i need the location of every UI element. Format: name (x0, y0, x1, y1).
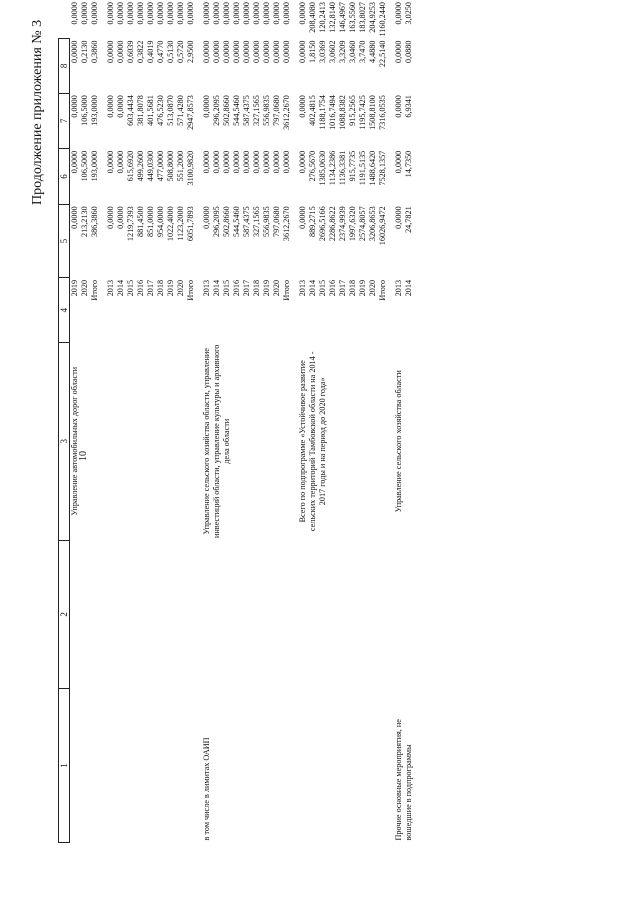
amount-cell: 0,6039 (126, 40, 135, 64)
amount-cell: 146,4967 (338, 2, 347, 33)
amount-cell: 0,0000 (272, 150, 281, 174)
year-cell: 2014 (212, 279, 221, 297)
amount-cell: 0,0000 (222, 2, 231, 25)
year-cell: 2017 (338, 279, 347, 297)
column-number-3: 3 (59, 342, 70, 540)
amount-cell: 0,0000 (242, 40, 251, 64)
measure-detail (394, 540, 414, 688)
amount-cell: 16026,9472 (378, 206, 387, 246)
year-cell: 2013 (394, 279, 403, 297)
year-cell: 2020 (176, 279, 185, 297)
column-number-1: 1 (59, 689, 70, 843)
amount-cell: 0,0000 (116, 206, 125, 229)
amount-cell: 1195,7425 (358, 95, 367, 130)
amount-cell: 587,4375 (242, 95, 251, 126)
amount-cell: 0,0000 (70, 150, 79, 174)
amount-cell: 401,5681 (146, 95, 155, 126)
amount-cell: 0,0000 (282, 40, 291, 64)
amount-cell: 508,8000 (166, 150, 175, 182)
amount-cell: 3,0460 (348, 40, 357, 64)
amount-cell: 0,0000 (70, 95, 79, 118)
amount-cell: 449,0300 (146, 150, 155, 182)
year-cell: 2020 (368, 279, 377, 297)
amount-cell: 551,2000 (176, 150, 185, 182)
amount-cell: 0,0000 (90, 2, 99, 25)
amount-cell: 0,0880 (404, 40, 413, 64)
amount-cell: 0,0000 (282, 150, 291, 174)
amount-cell: 0,0000 (212, 40, 221, 64)
amount-cell: 2574,8057 (358, 206, 367, 242)
amount-cell: 797,0680 (272, 206, 281, 238)
table-row (298, 0, 308, 843)
amount-cell: 2374,9939 (338, 206, 347, 242)
measure-detail (70, 540, 101, 688)
amount-cell: 0,0000 (298, 95, 307, 118)
amount-cell: 0,0000 (212, 2, 221, 25)
amount-cell: 183,8027 (358, 2, 367, 33)
year-cell: Итого (378, 279, 387, 301)
year-cell: 2015 (222, 279, 231, 297)
amount-cell: 1016,7494 (328, 95, 337, 130)
amount-cell: 1160,2440 (378, 2, 387, 37)
column-number-5: 5 (59, 204, 70, 278)
amount-cell: 0,0000 (80, 2, 89, 25)
amount-cell: 0,0000 (242, 150, 251, 174)
amount-cell: 571,4280 (176, 95, 185, 126)
amount-cell: 0,0000 (176, 2, 185, 25)
year-cell: 2019 (358, 279, 367, 297)
amount-cell: 797,0680 (272, 95, 281, 126)
year-cell: 2013 (106, 279, 115, 297)
executor-name: Управление сельского хозяйства области, управление инвестиций области, управление культуры и архивного дела области (202, 344, 231, 538)
amount-cell: 0,0000 (106, 95, 115, 118)
amount-cell: 0,0000 (202, 206, 211, 229)
amount-cell: 3100,9820 (186, 150, 195, 186)
amount-cell: 556,9835 (262, 206, 271, 238)
column-number-6: 6 (59, 149, 70, 205)
amount-cell: 881,4500 (136, 206, 145, 238)
amount-cell: 381,8078 (136, 95, 145, 126)
year-cell: 2020 (80, 279, 89, 297)
amount-cell: 1997,6320 (348, 206, 357, 242)
amount-cell: 204,9253 (368, 2, 377, 33)
amount-cell: 0,3860 (90, 40, 99, 64)
year-cell: 2015 (318, 279, 327, 297)
amount-cell: 0,0000 (202, 150, 211, 174)
amount-cell: 477,0000 (156, 150, 165, 182)
measure-name: в том числе в лимитах ОАИП (202, 737, 211, 841)
amount-cell: 3,0602 (328, 40, 337, 64)
amount-cell: 0,0000 (272, 2, 281, 25)
amount-cell: 132,8140 (328, 2, 337, 33)
amount-cell: 0,0000 (156, 2, 165, 25)
amount-cell: 603,4434 (126, 95, 135, 126)
amount-cell: 0,0000 (262, 150, 271, 174)
amount-cell: 0,0000 (394, 40, 403, 64)
year-cell: 2020 (272, 279, 281, 297)
header-row (59, 0, 70, 843)
year-cell: 2013 (298, 279, 307, 297)
amount-cell: 587,4375 (242, 206, 251, 238)
amount-cell: 0,0000 (298, 40, 307, 64)
amount-cell: 7316,0535 (378, 95, 387, 130)
executor-name: Всего по подпрограмме «Устойчивое развитие сельских территорий Тамбовской области на 2014 - 2017 годы и на период до 2020 года» (298, 351, 327, 532)
amount-cell: 0,0000 (70, 206, 79, 229)
year-cell: 2014 (404, 279, 413, 297)
year-cell: 2016 (328, 279, 337, 297)
amount-cell: 2696,5166 (318, 206, 327, 242)
amount-cell: 0,0000 (116, 2, 125, 25)
amount-cell: 296,2095 (212, 206, 221, 238)
amount-cell: 0,0000 (394, 206, 403, 229)
amount-cell: 544,5460 (232, 206, 241, 238)
amount-cell: 513,0870 (166, 95, 175, 126)
amount-cell: 6051,7893 (186, 206, 195, 242)
amount-cell: 193,0000 (90, 95, 99, 126)
amount-cell: 2947,8573 (186, 95, 195, 130)
amount-cell: 402,4815 (308, 95, 317, 126)
page-number: 10 (78, 451, 89, 461)
year-cell: 2018 (156, 279, 165, 297)
amount-cell: 0,0000 (222, 40, 231, 64)
amount-cell: 296,2095 (212, 95, 221, 126)
amount-cell: 0,0000 (106, 150, 115, 174)
amount-cell: 1088,8382 (338, 95, 347, 130)
column-number-2: 2 (59, 540, 70, 688)
amount-cell: 0,0000 (394, 95, 403, 118)
amount-cell: 1123,2000 (176, 206, 185, 241)
amount-cell: 24,7821 (404, 206, 413, 233)
executor-name: Управление автомобильных дорог области (70, 366, 79, 516)
amount-cell: 213,2130 (80, 206, 89, 238)
amount-cell: 502,8660 (222, 95, 231, 126)
amount-cell: 0,0000 (116, 40, 125, 64)
amount-cell: 0,0000 (69, 2, 79, 25)
appendix-caption: Продолжение приложения № 3 (30, 19, 45, 205)
amount-cell: 1136,3381 (338, 150, 347, 186)
amount-cell: 22,5140 (378, 40, 387, 68)
amount-cell: 1508,8100 (368, 95, 377, 130)
amount-cell: 0,0000 (298, 150, 307, 174)
amount-cell: 0,3822 (136, 40, 145, 64)
amount-cell: 4,4880 (368, 40, 377, 64)
amount-cell: 3612,2670 (282, 95, 291, 130)
year-cell: 2014 (308, 279, 317, 297)
year-cell: 2016 (136, 279, 145, 297)
year-cell: 2017 (146, 279, 155, 297)
year-cell: 2017 (242, 279, 251, 297)
amount-cell: 0,0000 (252, 2, 261, 25)
amount-cell: 0,0000 (252, 40, 261, 64)
executor-name: Управление сельского хозяйства области (394, 370, 403, 513)
amount-cell: 276,5670 (308, 150, 317, 182)
amount-cell: 3,3209 (338, 40, 347, 64)
amount-cell: 0,0000 (252, 150, 261, 174)
amount-cell: 556,9835 (262, 95, 271, 126)
amount-cell: 327,1565 (252, 206, 261, 238)
amount-cell: 0,5720 (176, 40, 185, 64)
amount-cell: 915,2565 (348, 95, 357, 126)
amount-cell: 1488,6420 (368, 150, 377, 186)
amount-cell: 106,5000 (80, 95, 89, 126)
amount-cell: 0,0000 (106, 2, 115, 25)
amount-cell: 0,0000 (202, 95, 211, 118)
amount-cell: 0,0000 (232, 40, 241, 64)
amount-cell: 915,7735 (348, 150, 357, 182)
amount-cell: 0,0000 (242, 2, 251, 25)
measure-detail (298, 540, 388, 688)
amount-cell: 0,5130 (166, 40, 175, 64)
amount-cell: 615,6920 (126, 150, 135, 182)
amount-cell: 954,0000 (156, 206, 165, 238)
amount-cell: 2,9500 (186, 40, 195, 64)
amount-cell: 851,0000 (146, 206, 155, 238)
amount-cell: 106,5000 (80, 150, 89, 182)
amount-cell: 0,0000 (222, 150, 231, 174)
amount-cell: 0,0000 (166, 2, 175, 25)
amount-cell: 0,0000 (70, 40, 79, 64)
measure-detail (106, 540, 196, 688)
year-cell: 2019 (166, 279, 175, 297)
amount-cell: 544,5460 (232, 95, 241, 126)
year-cell: 2013 (202, 279, 211, 297)
year-cell: 2014 (116, 279, 125, 297)
amount-cell: 1,8150 (308, 40, 317, 64)
year-cell: 2016 (232, 279, 241, 297)
amount-cell: 1191,5135 (358, 150, 367, 186)
amount-cell: 1219,7393 (126, 206, 135, 242)
amount-cell: 0,0000 (394, 2, 403, 25)
measure-name (106, 689, 196, 843)
amount-cell: 1385,0630 (318, 150, 327, 186)
amount-cell: 502,8660 (222, 206, 231, 238)
amount-cell: 0,4770 (156, 40, 165, 64)
amount-cell: 0,0000 (116, 95, 125, 118)
year-cell: 2019 (262, 279, 271, 297)
amount-cell: 208,4080 (308, 2, 317, 33)
amount-cell: 0,0000 (116, 150, 125, 174)
year-cell: 2018 (252, 279, 261, 297)
column-number-8: 8 (59, 39, 70, 94)
amount-cell: 499,2600 (136, 150, 145, 182)
table-row (202, 0, 212, 843)
year-cell: 2019 (70, 279, 79, 297)
measure-name (70, 689, 101, 843)
amount-cell: 0,0000 (106, 206, 115, 229)
amount-cell: 1134,2386 (328, 150, 337, 186)
amount-cell: 0,0000 (282, 2, 291, 25)
amount-cell: 0,0000 (186, 2, 195, 25)
amount-cell: 0,0000 (202, 40, 211, 64)
column-number-4: 4 (59, 278, 70, 342)
budget-table (58, 0, 414, 843)
amount-cell: 0,0000 (202, 2, 211, 25)
amount-cell: 0,0000 (298, 206, 307, 229)
amount-cell: 3,7470 (358, 40, 367, 64)
amount-cell: 3,0250 (404, 2, 413, 25)
amount-cell: 120,2413 (318, 2, 327, 33)
amount-cell: 3,0369 (318, 40, 327, 64)
year-cell: Итого (186, 279, 195, 301)
amount-cell: 0,2130 (80, 40, 89, 64)
amount-cell: 0,0000 (126, 2, 135, 25)
table-body (59, 0, 415, 843)
amount-cell: 0,0000 (272, 40, 281, 64)
year-cell: Итого (90, 279, 99, 301)
year-cell: 2018 (348, 279, 357, 297)
amount-cell: 3612,2670 (282, 206, 291, 242)
amount-cell: 1188,1754 (318, 95, 327, 130)
amount-cell: 0,0000 (146, 2, 155, 25)
amount-cell: 0,0000 (262, 2, 271, 25)
amount-cell: 2286,8622 (328, 206, 337, 242)
amount-cell: 7528,1357 (378, 150, 387, 186)
year-cell: 2015 (126, 279, 135, 297)
table-row (394, 0, 404, 843)
amount-cell: 193,0000 (90, 150, 99, 182)
amount-cell: 163,5560 (348, 2, 357, 33)
amount-cell: 476,5230 (156, 95, 165, 126)
amount-cell: 14,7350 (404, 150, 413, 178)
amount-cell: 1022,4000 (166, 206, 175, 242)
amount-cell: 0,0000 (212, 150, 221, 174)
year-cell: Итого (282, 279, 291, 301)
amount-cell: 0,0000 (136, 2, 145, 25)
amount-cell: 386,3860 (90, 206, 99, 238)
amount-cell: 0,4019 (146, 40, 155, 64)
amount-cell: 3206,8653 (368, 206, 377, 242)
amount-cell: 0,0000 (232, 150, 241, 174)
column-number-7: 7 (59, 93, 70, 149)
amount-cell: 0,0000 (262, 40, 271, 64)
amount-cell: 0,0000 (394, 150, 403, 174)
table-row (106, 0, 116, 843)
measure-name: Прочие основные мероприятия, не вошедшие в подпрограммы (394, 719, 413, 841)
amount-cell: 327,1565 (252, 95, 261, 126)
amount-cell: 889,2715 (308, 206, 317, 238)
measure-detail (202, 540, 292, 688)
amount-cell: 0,0000 (232, 2, 241, 25)
table-row (70, 0, 81, 843)
measure-name (298, 689, 388, 843)
amount-cell: 0,0000 (298, 2, 307, 25)
amount-cell: 6,9341 (404, 95, 413, 118)
amount-cell: 0,0000 (106, 40, 115, 64)
executor-name (106, 342, 196, 540)
